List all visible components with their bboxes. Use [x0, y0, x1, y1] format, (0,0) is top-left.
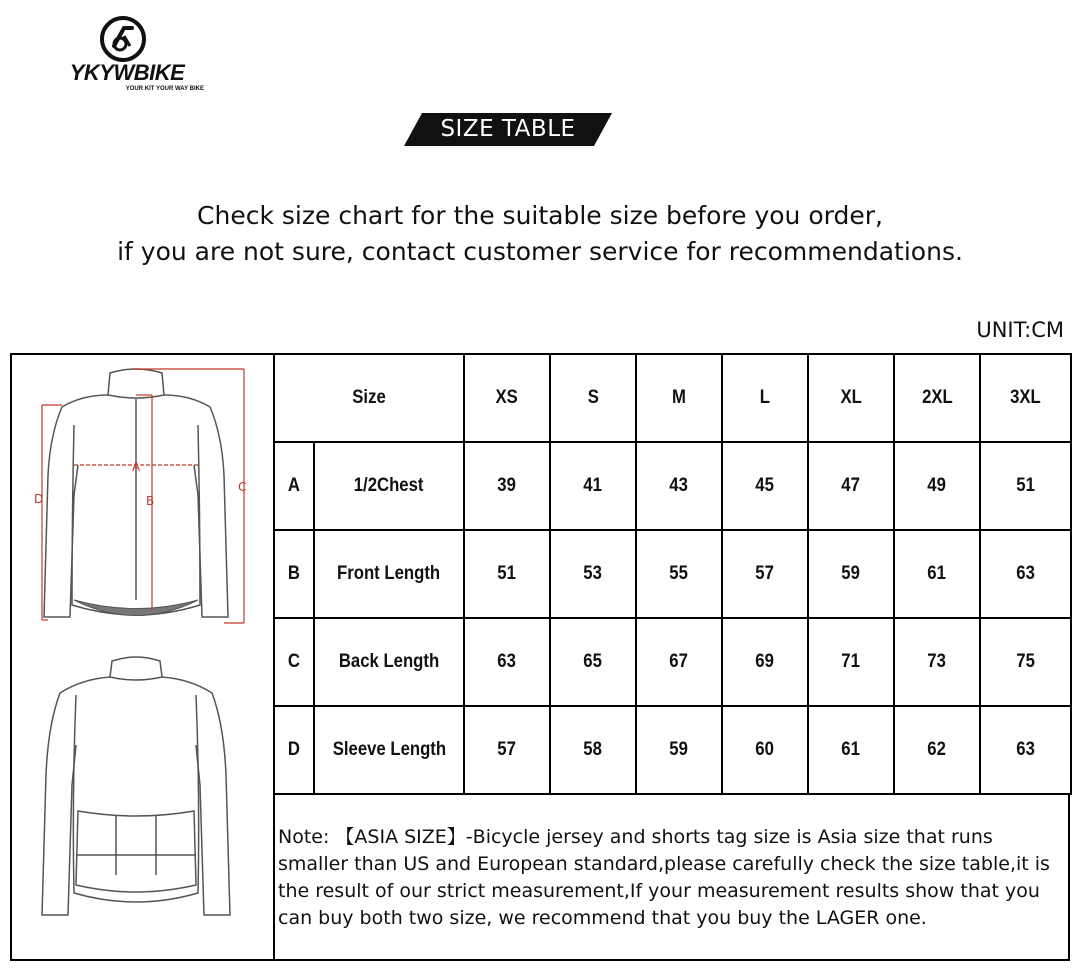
table-cell: 63	[980, 530, 1071, 618]
table-cell: 59	[808, 530, 894, 618]
note-line-2: smaller than US and European standard,please carefully check the size table,it is	[278, 853, 1050, 875]
table-cell: 49	[894, 442, 980, 530]
size-col-2xl: 2XL	[894, 354, 980, 442]
table-cell: 45	[722, 442, 808, 530]
table-cell: 60	[722, 706, 808, 794]
table-cell: 41	[550, 442, 636, 530]
note-line-1: Note: 【ASIA SIZE】-Bicycle jersey and shorts tag size is Asia size that runs	[278, 826, 993, 848]
row-code: B	[274, 530, 314, 618]
measure-label-b: B	[146, 494, 155, 508]
table-cell: 39	[464, 442, 550, 530]
brand-name: YKYWBIKE	[69, 60, 185, 85]
table-cell: 55	[636, 530, 722, 618]
size-col-xs: XS	[464, 354, 550, 442]
table-cell: 63	[464, 618, 550, 706]
unit-label: UNIT:CM	[976, 318, 1064, 342]
row-name: Sleeve Length	[314, 706, 464, 794]
brand-tagline: YOUR KIT YOUR WAY BIKE	[125, 86, 204, 92]
size-col-s: S	[550, 354, 636, 442]
table-cell: 65	[550, 618, 636, 706]
table-cell: 73	[894, 618, 980, 706]
table-cell: 71	[808, 618, 894, 706]
measure-label-c: C	[238, 480, 247, 494]
size-col-l: L	[722, 354, 808, 442]
table-row	[274, 530, 1071, 618]
jersey-front-hem	[74, 600, 198, 616]
table-row	[274, 442, 1071, 530]
table-cell: 59	[636, 706, 722, 794]
table-cell: 51	[980, 442, 1071, 530]
size-col-3xl: 3XL	[980, 354, 1071, 442]
row-name: Back Length	[314, 618, 464, 706]
size-col-xl: XL	[808, 354, 894, 442]
table-cell: 62	[894, 706, 980, 794]
table-cell: 67	[636, 618, 722, 706]
row-code: A	[274, 442, 314, 530]
size-col-m: M	[636, 354, 722, 442]
intro-line-2: if you are not sure, contact customer service for recommendations.	[117, 237, 963, 266]
row-code: C	[274, 618, 314, 706]
table-cell: 47	[808, 442, 894, 530]
intro-line-1: Check size chart for the suitable size before you order,	[197, 201, 883, 230]
bike-logo-icon	[100, 16, 146, 62]
row-name: Front Length	[314, 530, 464, 618]
row-name: 1/2Chest	[314, 442, 464, 530]
intro-text	[0, 198, 1080, 270]
table-cell: 57	[722, 530, 808, 618]
note-line-4: can buy both two size, we recommend that you buy the LAGER one.	[278, 907, 927, 929]
note-line-3: the result of our strict measurement,If your measurement results show that you	[278, 880, 1040, 902]
jersey-front-illustration	[44, 369, 228, 617]
table-cell: 63	[980, 706, 1071, 794]
measure-label-a: A	[132, 460, 141, 474]
size-table	[273, 353, 1072, 795]
size-header-row	[274, 354, 1071, 442]
jersey-back-illustration	[42, 657, 230, 915]
brand-logo	[52, 10, 202, 92]
table-cell: 61	[894, 530, 980, 618]
row-code: D	[274, 706, 314, 794]
jersey-diagram	[12, 355, 273, 959]
table-cell: 75	[980, 618, 1071, 706]
note-text	[278, 824, 1068, 932]
table-cell: 53	[550, 530, 636, 618]
table-cell: 69	[722, 618, 808, 706]
table-row	[274, 618, 1071, 706]
table-cell: 57	[464, 706, 550, 794]
jersey-diagram-panel	[10, 353, 273, 961]
table-cell: 43	[636, 442, 722, 530]
table-cell: 61	[808, 706, 894, 794]
table-cell: 58	[550, 706, 636, 794]
measure-label-d: D	[34, 492, 44, 506]
table-row	[274, 706, 1071, 794]
table-cell: 51	[464, 530, 550, 618]
page-title: SIZE TABLE	[440, 116, 576, 142]
size-header-cell: Size	[274, 354, 464, 442]
